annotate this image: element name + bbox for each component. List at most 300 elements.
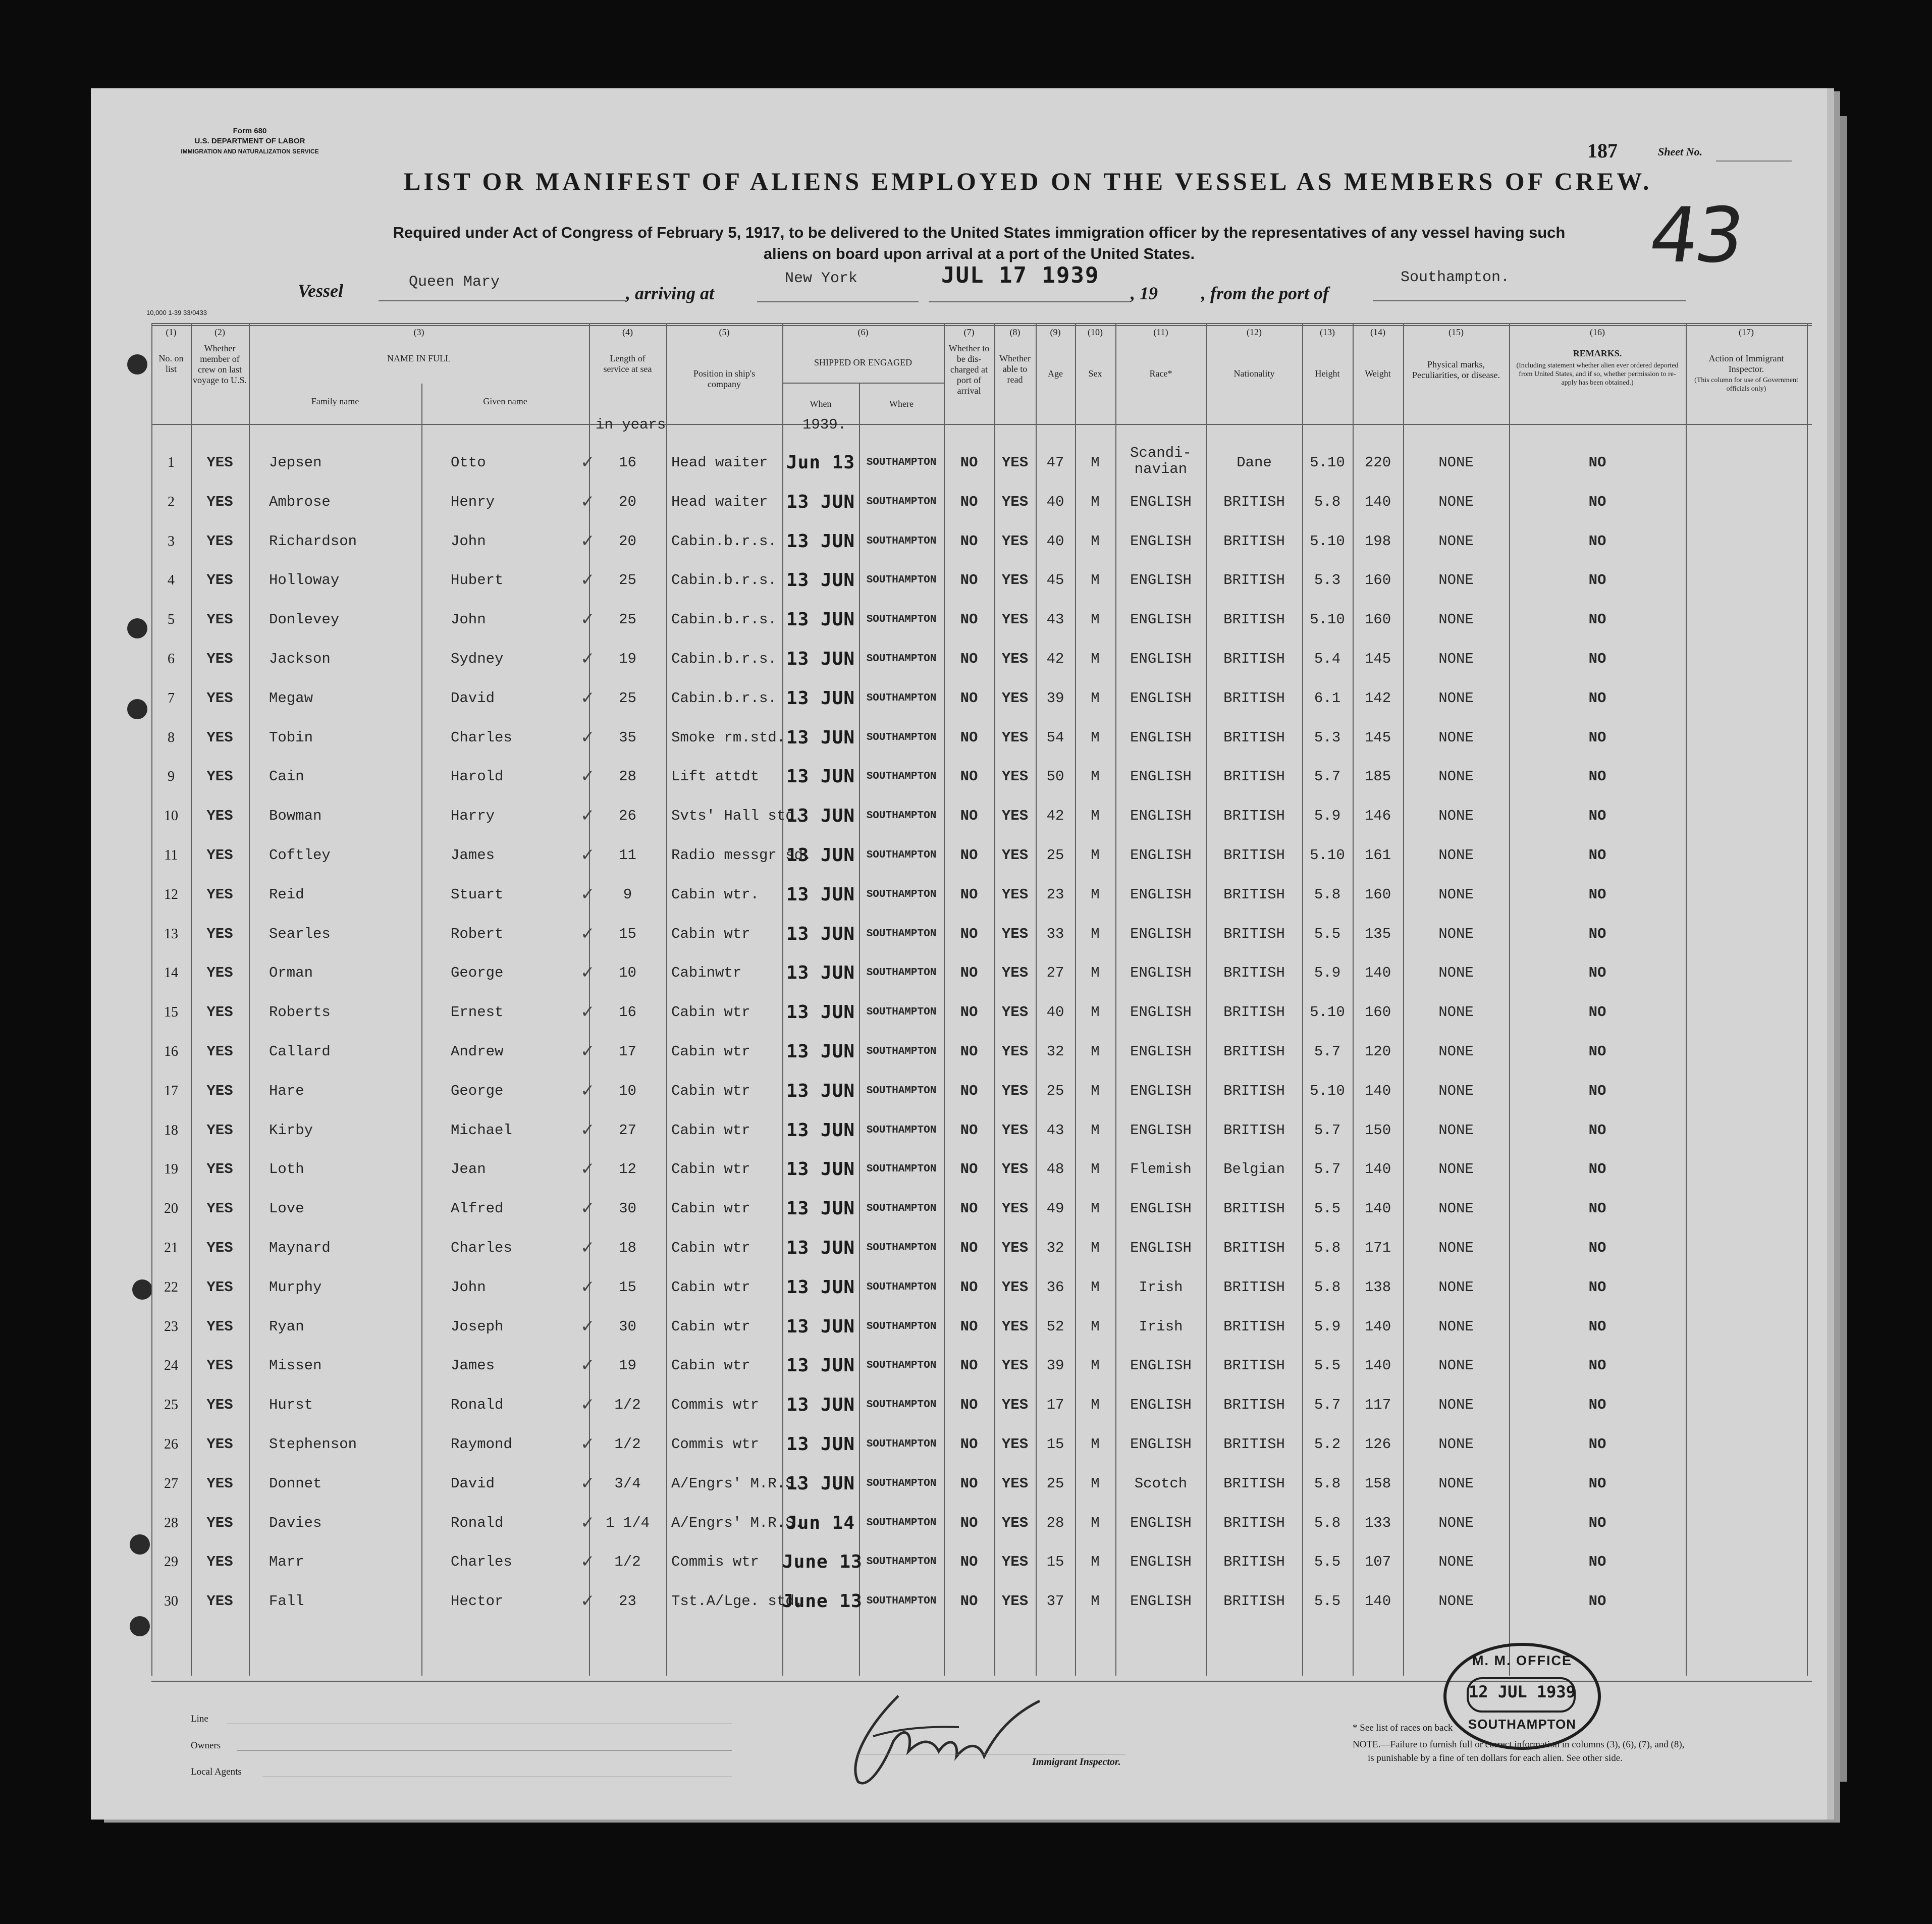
col-17-header: Action of Immigrant Inspector. [1708,353,1784,374]
cell-given: George [451,1082,504,1099]
cell-family: Roberts [269,1004,331,1021]
cell-read: YES [1001,1004,1029,1021]
cell-given: Robert [451,925,504,942]
check-mark-icon: ✓ [580,923,595,944]
cell-family: Reid [269,886,304,903]
cell-nationality: BRITISH [1223,1593,1285,1610]
cell-remarks: NO [1588,1121,1606,1139]
cell-family: Stephenson [269,1436,357,1453]
cell-family: Ryan [269,1318,304,1335]
cell-service: 25 [619,611,636,628]
cell-race: ENGLISH [1130,1043,1192,1060]
cell-given: Charles [451,729,512,746]
cell-sex: M [1091,925,1100,942]
cell-given: James [451,1357,495,1374]
cell-read: YES [1001,847,1029,864]
cell-service: 19 [619,651,636,667]
cell-weight: 160 [1364,572,1391,589]
cell-no: 28 [164,1515,178,1531]
check-mark-icon: ✓ [580,1434,595,1454]
cell-nationality: BRITISH [1223,572,1285,589]
cell-read: YES [1001,1514,1029,1531]
vessel-line [379,300,626,301]
cell-race: Flemish [1130,1161,1192,1178]
table-row [151,1032,1812,1071]
cell-weight: 185 [1364,768,1391,785]
cell-remarks: NO [1588,1318,1606,1335]
cell-height: 5.7 [1314,1161,1341,1178]
cell-family: Donlevey [269,611,340,628]
cell-prev: YES [206,1278,233,1296]
cell-nationality: BRITISH [1223,532,1285,550]
cell-prev: YES [206,965,233,982]
cell-marks: NONE [1438,729,1474,746]
col-1-num: (1) [166,327,177,337]
cell-height: 5.8 [1314,1475,1341,1492]
cell-prev: YES [206,768,233,785]
cell-age: 37 [1046,1593,1064,1610]
cell-discharged: NO [960,729,978,746]
cell-given: Ernest [451,1004,504,1021]
cell-family: Jepsen [269,454,322,471]
cell-marks: NONE [1438,1514,1474,1531]
cell-no: 7 [168,690,175,706]
cell-where: SOUTHAMPTON [866,692,937,704]
cell-discharged: NO [960,1397,978,1414]
cell-prev: YES [206,729,233,746]
shipped-year: 1939. [802,416,847,433]
cell-given: Andrew [451,1043,504,1060]
cell-where: SOUTHAMPTON [866,1556,937,1568]
cell-when: 13 JUN [786,1080,855,1101]
inspector-label: Immigrant Inspector. [1032,1756,1121,1768]
cell-service: 27 [619,1121,636,1139]
cell-prev: YES [206,925,233,942]
table-row [151,1582,1812,1621]
cell-position: Cabin wtr [671,1278,750,1296]
col-6-num: (6) [857,327,869,337]
cell-no: 23 [164,1318,178,1334]
cell-prev: YES [206,1004,233,1021]
table-row [151,796,1812,835]
cell-weight: 160 [1364,611,1391,628]
col-4-num: (4) [622,327,633,337]
cell-read: YES [1001,1082,1029,1099]
cell-position: Smoke rm.std. [671,729,786,746]
cell-sex: M [1091,1043,1100,1060]
subtitle-line-2: aliens on board upon arrival at a port of the United States. [763,245,1195,262]
cell-prev: YES [206,454,233,471]
cell-when: 13 JUN [786,845,855,866]
cell-service: 19 [619,1357,636,1374]
cell-position: Cabin wtr [671,1161,750,1178]
cell-race: ENGLISH [1130,1514,1192,1531]
col-16-header: REMARKS. [1573,348,1622,358]
cell-marks: NONE [1438,1121,1474,1139]
cell-age: 49 [1046,1200,1064,1217]
cell-family: Missen [269,1357,322,1374]
cell-service: 35 [619,729,636,746]
cell-family: Maynard [269,1240,331,1256]
cell-read: YES [1001,1593,1029,1610]
cell-discharged: NO [960,572,978,589]
cell-prev: YES [206,651,233,667]
cell-given: John [451,532,486,550]
cell-position: Cabin wtr [671,1004,750,1021]
cell-age: 52 [1046,1318,1064,1335]
penalty-note-1: NOTE.—Failure to furnish full or correct information in columns (3), (6), (7), and (8), [1353,1739,1685,1750]
cell-position: Tst.A/Lge. std. [671,1593,803,1610]
col-5-num: (5) [719,327,730,337]
cell-when: 13 JUN [786,1002,855,1023]
table-row [151,561,1812,600]
cell-given: John [451,611,486,628]
cell-position: Cabin wtr [671,1200,750,1217]
cell-read: YES [1001,1200,1029,1217]
cell-age: 32 [1046,1043,1064,1060]
date-line [929,301,1131,302]
col-6-header: SHIPPED OR ENGAGED [814,357,912,367]
cell-position: Cabin.b.r.s. [671,532,777,550]
cell-prev: YES [206,1240,233,1256]
cell-remarks: NO [1588,847,1606,864]
cell-marks: NONE [1438,1593,1474,1610]
cell-nationality: BRITISH [1223,611,1285,628]
cell-height: 5.8 [1314,1278,1341,1296]
table-row [151,953,1812,992]
cell-nationality: BRITISH [1223,493,1285,510]
cell-no: 8 [168,729,175,745]
cell-weight: 150 [1364,1121,1391,1139]
cell-height: 5.5 [1314,1554,1341,1571]
from-port-line [1373,300,1686,301]
arrival-date-stamp: JUL 17 1939 [941,262,1100,288]
cell-read: YES [1001,965,1029,982]
col-3-given: Given name [483,396,527,406]
cell-read: YES [1001,493,1029,510]
cell-position: Head waiter [671,493,768,510]
cell-read: YES [1001,1436,1029,1453]
cell-given: Alfred [451,1200,504,1217]
cell-service: 1/2 [614,1554,641,1571]
cell-sex: M [1091,689,1100,707]
cell-remarks: NO [1588,493,1606,510]
cell-remarks: NO [1588,729,1606,746]
cell-where: SOUTHAMPTON [866,457,937,468]
cell-marks: NONE [1438,1554,1474,1571]
col-10-num: (10) [1088,327,1103,337]
cell-family: Richardson [269,532,357,550]
cell-discharged: NO [960,651,978,667]
cell-age: 40 [1046,1004,1064,1021]
cell-when: 13 JUN [786,1159,855,1180]
cell-weight: 140 [1364,1593,1391,1610]
cell-no: 6 [168,651,175,667]
cell-race: ENGLISH [1130,1200,1192,1217]
cell-age: 42 [1046,808,1064,825]
cell-height: 5.3 [1314,572,1341,589]
cell-service: 1/2 [614,1436,641,1453]
cell-where: SOUTHAMPTON [866,771,937,783]
cell-weight: 161 [1364,847,1391,864]
cell-weight: 140 [1364,1082,1391,1099]
cell-age: 47 [1046,454,1064,471]
cell-height: 5.5 [1314,1200,1341,1217]
cell-race: ENGLISH [1130,1593,1192,1610]
cell-when: 13 JUN [786,491,855,512]
cell-sex: M [1091,729,1100,746]
cell-nationality: BRITISH [1223,651,1285,667]
check-mark-icon: ✓ [580,1002,595,1023]
cell-when: 13 JUN [786,1434,855,1455]
cell-where: SOUTHAMPTON [866,1242,937,1254]
cell-sex: M [1091,1514,1100,1531]
cell-age: 42 [1046,651,1064,667]
cell-no: 27 [164,1475,178,1491]
cell-race: ENGLISH [1130,689,1192,707]
cell-height: 5.7 [1314,1121,1341,1139]
cell-height: 5.5 [1314,1357,1341,1374]
check-mark-icon: ✓ [580,806,595,826]
cell-where: SOUTHAMPTON [866,1360,937,1372]
cell-service: 15 [619,925,636,942]
cell-position: Radio messgr sd. [671,847,812,864]
col-7-header: Whether to be dis-charged at port of arrival [948,343,990,396]
table-row [151,718,1812,757]
cell-when: 13 JUN [786,727,855,748]
cell-discharged: NO [960,1475,978,1492]
check-mark-icon: ✓ [580,530,595,551]
table-row [151,483,1812,521]
cell-height: 5.9 [1314,808,1341,825]
cell-age: 36 [1046,1278,1064,1296]
cell-nationality: BRITISH [1223,768,1285,785]
cell-remarks: NO [1588,886,1606,903]
cell-remarks: NO [1588,965,1606,982]
col-8-num: (8) [1009,327,1021,337]
cell-marks: NONE [1438,1082,1474,1099]
check-mark-icon: ✓ [580,1512,595,1533]
table-row [151,1150,1812,1189]
cell-race: ENGLISH [1130,847,1192,864]
print-code: 10,000 1-39 33/0433 [146,309,207,316]
cell-when: 13 JUN [786,1276,855,1298]
col-13-num: (13) [1320,327,1335,337]
cell-discharged: NO [960,1043,978,1060]
cell-race: Irish [1139,1318,1183,1335]
check-mark-icon: ✓ [580,687,595,708]
cell-no: 3 [168,533,175,549]
cell-discharged: NO [960,1082,978,1099]
cell-age: 15 [1046,1554,1064,1571]
cell-position: Cabin.b.r.s. [671,689,777,707]
cell-weight: 140 [1364,1318,1391,1335]
cell-sex: M [1091,454,1100,471]
cell-no: 21 [164,1240,178,1256]
cell-weight: 142 [1364,689,1391,707]
cell-discharged: NO [960,1004,978,1021]
cell-given: James [451,847,495,864]
cell-nationality: BRITISH [1223,1357,1285,1374]
cell-family: Coftley [269,847,331,864]
check-mark-icon: ✓ [580,1159,595,1180]
cell-when: 13 JUN [786,570,855,591]
cell-given: Michael [451,1121,512,1139]
cell-remarks: NO [1588,532,1606,550]
col-8-header: Whether able to read [999,353,1031,385]
cell-nationality: BRITISH [1223,1121,1285,1139]
cell-nationality: BRITISH [1223,729,1285,746]
cell-race: ENGLISH [1130,1554,1192,1571]
cell-read: YES [1001,651,1029,667]
cell-when: 13 JUN [786,923,855,944]
check-mark-icon: ✓ [580,452,595,472]
check-mark-icon: ✓ [580,1238,595,1258]
cell-weight: 120 [1364,1043,1391,1060]
cell-when: 13 JUN [786,1316,855,1337]
cell-marks: NONE [1438,651,1474,667]
col-16-num: (16) [1590,327,1605,337]
cell-height: 5.10 [1310,847,1345,864]
cell-nationality: BRITISH [1223,1240,1285,1256]
cell-marks: NONE [1438,1357,1474,1374]
cell-read: YES [1001,729,1029,746]
cell-sex: M [1091,808,1100,825]
cell-marks: NONE [1438,689,1474,707]
cell-no: 10 [164,808,178,824]
cell-weight: 140 [1364,493,1391,510]
cell-no: 9 [168,769,175,785]
cell-read: YES [1001,1475,1029,1492]
table-row [151,1268,1812,1307]
cell-marks: NONE [1438,1397,1474,1414]
cell-discharged: NO [960,1161,978,1178]
cell-no: 18 [164,1122,178,1138]
service-units: in years [596,416,666,433]
cell-prev: YES [206,1397,233,1414]
cell-no: 24 [164,1358,178,1374]
cell-discharged: NO [960,1436,978,1453]
cell-no: 14 [164,965,178,981]
cell-prev: YES [206,1357,233,1374]
cell-given: Harold [451,768,504,785]
col-17-num: (17) [1739,327,1754,337]
cell-no: 16 [164,1044,178,1059]
cell-remarks: NO [1588,1475,1606,1492]
check-mark-icon: ✓ [580,1473,595,1493]
cell-family: Cain [269,768,304,785]
cell-discharged: NO [960,1121,978,1139]
table-row [151,757,1812,796]
cell-sex: M [1091,1121,1100,1139]
cell-sex: M [1091,1200,1100,1217]
cell-prev: YES [206,847,233,864]
cell-position: Cabinwtr [671,965,742,982]
cell-position: Cabin wtr [671,1318,750,1335]
check-mark-icon: ✓ [580,1119,595,1140]
check-mark-icon: ✓ [580,1355,595,1376]
cell-position: Cabin wtr [671,1082,750,1099]
cell-age: 28 [1046,1514,1064,1531]
cell-age: 43 [1046,611,1064,628]
cell-prev: YES [206,532,233,550]
cell-sex: M [1091,965,1100,982]
cell-age: 40 [1046,493,1064,510]
cell-read: YES [1001,611,1029,628]
cell-age: 27 [1046,965,1064,982]
cell-age: 33 [1046,925,1064,942]
cell-height: 5.8 [1314,886,1341,903]
vessel-label: Vessel [298,281,343,301]
office-stamp [1443,1643,1601,1750]
check-mark-icon: ✓ [580,1395,595,1415]
cell-position: Cabin wtr [671,1043,750,1060]
cell-height: 5.8 [1314,493,1341,510]
cell-prev: YES [206,1436,233,1453]
cell-service: 16 [619,1004,636,1021]
cell-sex: M [1091,1004,1100,1021]
cell-when: 13 JUN [786,1355,855,1376]
cell-sex: M [1091,1240,1100,1256]
col-2-num: (2) [214,327,225,337]
col-12-header: Nationality [1233,368,1275,379]
cell-weight: 140 [1364,1200,1391,1217]
cell-service: 25 [619,689,636,707]
cell-remarks: NO [1588,1397,1606,1414]
cell-given: Charles [451,1240,512,1256]
cell-remarks: NO [1588,1004,1606,1021]
cell-position: Cabin wtr [671,1240,750,1256]
cell-position: Cabin wtr [671,925,750,942]
cell-marks: NONE [1438,1278,1474,1296]
cell-no: 20 [164,1201,178,1217]
col-5-header: Position in ship's company [693,368,756,389]
cell-prev: YES [206,1554,233,1571]
page-title: LIST OR MANIFEST OF ALIENS EMPLOYED ON THE VESSEL AS MEMBERS OF CREW. [404,167,1652,195]
cell-height: 5.9 [1314,1318,1341,1335]
cell-service: 12 [619,1161,636,1178]
cell-where: SOUTHAMPTON [866,1399,937,1411]
cell-sex: M [1091,651,1100,667]
penalty-note-2: is punishable by a fine of ten dollars for each alien. See other side. [1368,1753,1623,1763]
cell-marks: NONE [1438,1240,1474,1256]
cell-read: YES [1001,1397,1029,1414]
cell-age: 43 [1046,1121,1064,1139]
cell-where: SOUTHAMPTON [866,1124,937,1136]
cell-nationality: BRITISH [1223,1318,1285,1335]
cell-family: Bowman [269,808,322,825]
table-row [151,679,1812,718]
cell-discharged: NO [960,1593,978,1610]
check-mark-icon: ✓ [580,766,595,787]
stamp-place: SOUTHAMPTON [1468,1717,1577,1732]
cell-service: 9 [623,886,632,903]
cell-when: 13 JUN [786,1041,855,1062]
cell-prev: YES [206,1593,233,1610]
cell-given: Jean [451,1161,486,1178]
cell-when: 13 JUN [786,963,855,984]
cell-given: David [451,1475,495,1492]
cell-marks: NONE [1438,1043,1474,1060]
cell-remarks: NO [1588,651,1606,667]
check-mark-icon: ✓ [580,884,595,904]
cell-marks: NONE [1438,768,1474,785]
cell-marks: NONE [1438,454,1474,471]
cell-read: YES [1001,886,1029,903]
cell-discharged: NO [960,768,978,785]
cell-read: YES [1001,1554,1029,1571]
cell-when: 13 JUN [786,1395,855,1416]
